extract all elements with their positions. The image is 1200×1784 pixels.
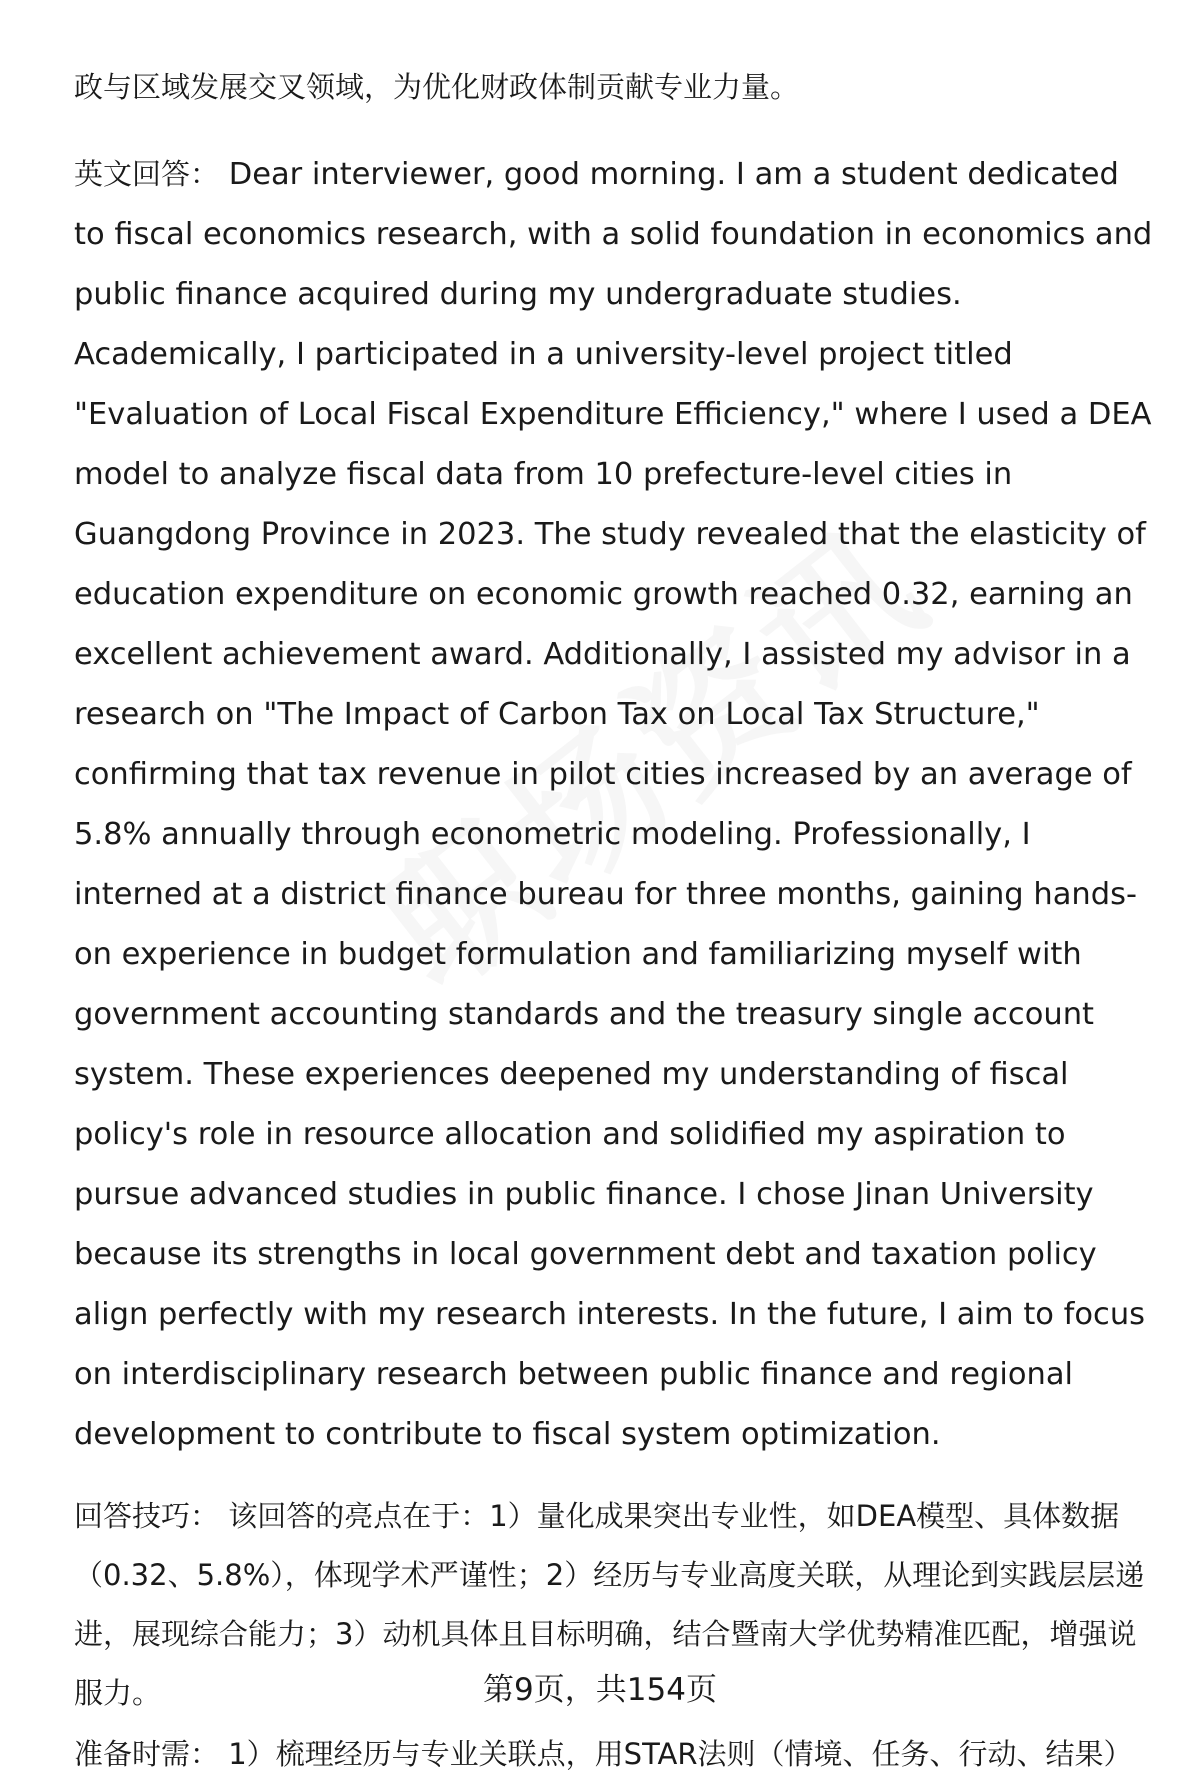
page-number-footer: 第9页，共154页	[483, 1672, 717, 1708]
english-answer-label: 英文回答：	[74, 157, 220, 191]
english-answer-text: Dear interviewer, good morning. I am a student dedicated to fiscal economics research, with a solid foundation in economics and public finance acquired during my undergraduate studies. Academically, I participated in a university-level project titled "Evaluation of Local Fiscal Expenditure Efficiency," where I used a DEA model to analyze fiscal data from 10 prefecture-level cities in Guangdong Province in 2023. The study revealed that the elasticity of education expenditure on economic growth reached 0.32, earning an excellent achievement award. Additionally, I assisted my advisor in a research on "The Impact of Carbon Tax on Local Tax Structure," confirming that tax revenue in pilot cities increased by an average of 5.8% annually through econometric modeling. Professionally, I interned at a district finance bureau for three months, gaining hands-on experience in budget formulation and familiarizing myself with government accounting standards and the treasury single account system. These experiences deepened my understanding of fiscal policy's role in resource allocation and solidified my aspiration to pursue advanced studies in public finance. I chose Jinan University because its strengths in local government debt and taxation policy align perfectly with my research interests. In the future, I aim to focus on interdisciplinary research between public finance and regional development to contribute to fiscal system optimization.	[74, 157, 1153, 1452]
continuation-line: 政与区域发展交叉领域，为优化财政体制贡献专业力量。	[74, 70, 800, 104]
answer-tips-label: 回答技巧：	[74, 1499, 220, 1533]
answer-tips-text: 该回答的亮点在于：1）量化成果突出专业性，如DEA模型、具体数据（0.32、5.8%），体现学术严谨性；2）经历与专业高度关联，从理论到实践层层递进，展现综合能力；3）动机具体且目标明确，结合暨南大学优势精准匹配，增强说服力。	[74, 1499, 1145, 1710]
english-answer-paragraph	[74, 144, 1154, 1465]
preparation-label: 准备时需：	[74, 1737, 220, 1771]
preparation-text: 1）梳理经历与专业关联点，用STAR法则（情境、任务、行动、结果）	[228, 1737, 1133, 1771]
page-content	[74, 58, 1154, 1784]
